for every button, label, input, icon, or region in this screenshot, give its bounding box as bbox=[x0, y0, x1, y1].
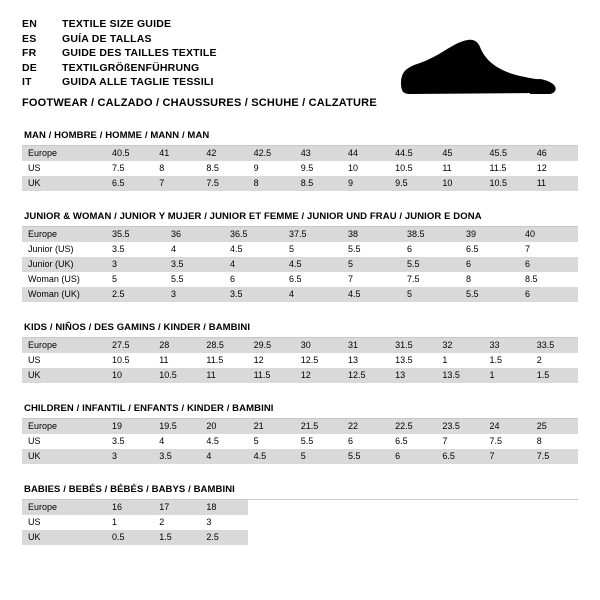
cell: 4.5 bbox=[342, 287, 401, 302]
table-row bbox=[22, 227, 578, 242]
language-row bbox=[22, 33, 217, 48]
cell-empty bbox=[389, 530, 436, 545]
row-label: UK bbox=[22, 368, 106, 383]
language-code: ES bbox=[22, 32, 37, 45]
cell: 8.5 bbox=[519, 272, 578, 287]
cell-empty bbox=[484, 515, 531, 530]
table-row bbox=[22, 257, 578, 272]
cell: 38.5 bbox=[401, 227, 460, 242]
cell: 12 bbox=[295, 368, 342, 383]
category-heading: FOOTWEAR / CALZADO / CHAUSSURES / SCHUHE / CALZATURE bbox=[22, 96, 377, 109]
cell: 12.5 bbox=[295, 353, 342, 368]
language-code: DE bbox=[22, 61, 37, 74]
cell: 13.5 bbox=[389, 353, 436, 368]
cell-empty bbox=[389, 500, 436, 515]
cell: 25 bbox=[531, 419, 578, 434]
cell: 0.5 bbox=[106, 530, 153, 545]
language-titles-table bbox=[22, 18, 217, 91]
cell: 35.5 bbox=[106, 227, 165, 242]
section-kids bbox=[22, 322, 578, 383]
cell: 8 bbox=[153, 161, 200, 176]
size-table-kids bbox=[22, 338, 578, 383]
cell: 13 bbox=[342, 353, 389, 368]
cell: 7 bbox=[519, 242, 578, 257]
cell: 5.5 bbox=[342, 242, 401, 257]
cell: 36 bbox=[165, 227, 224, 242]
cell: 21.5 bbox=[295, 419, 342, 434]
cell: 10 bbox=[106, 368, 153, 383]
cell: 5.5 bbox=[401, 257, 460, 272]
cell-empty bbox=[531, 500, 578, 515]
cell: 7.5 bbox=[531, 449, 578, 464]
table-row bbox=[22, 272, 578, 287]
cell: 9 bbox=[248, 161, 295, 176]
cell: 6 bbox=[401, 242, 460, 257]
language-row bbox=[22, 62, 217, 77]
cell: 42.5 bbox=[248, 146, 295, 161]
cell: 7.5 bbox=[484, 434, 531, 449]
cell: 19 bbox=[106, 419, 153, 434]
cell: 1.5 bbox=[531, 368, 578, 383]
row-label: Europe bbox=[22, 500, 106, 515]
cell: 6 bbox=[519, 287, 578, 302]
cell: 4 bbox=[153, 434, 200, 449]
row-label: US bbox=[22, 353, 106, 368]
cell: 1.5 bbox=[153, 530, 200, 545]
cell: 22 bbox=[342, 419, 389, 434]
cell: 2 bbox=[531, 353, 578, 368]
cell-empty bbox=[342, 530, 389, 545]
cell: 32 bbox=[436, 338, 483, 353]
row-label: UK bbox=[22, 530, 106, 545]
cell: 11 bbox=[531, 176, 578, 191]
cell: 31 bbox=[342, 338, 389, 353]
cell: 3.5 bbox=[224, 287, 283, 302]
cell-empty bbox=[248, 500, 295, 515]
cell: 7.5 bbox=[200, 176, 247, 191]
row-label: Junior (US) bbox=[22, 242, 106, 257]
cell: 41 bbox=[153, 146, 200, 161]
section-junior-woman bbox=[22, 211, 578, 302]
cell: 9 bbox=[342, 176, 389, 191]
cell: 8 bbox=[460, 272, 519, 287]
cell: 7.5 bbox=[106, 161, 153, 176]
row-label: US bbox=[22, 515, 106, 530]
cell-empty bbox=[484, 500, 531, 515]
cell: 7.5 bbox=[401, 272, 460, 287]
row-label: UK bbox=[22, 176, 106, 191]
cell: 12 bbox=[248, 353, 295, 368]
cell: 1 bbox=[436, 353, 483, 368]
table-row bbox=[22, 146, 578, 161]
cell: 4 bbox=[165, 242, 224, 257]
cell: 5.5 bbox=[165, 272, 224, 287]
cell: 40 bbox=[519, 227, 578, 242]
cell: 4.5 bbox=[248, 449, 295, 464]
cell: 8 bbox=[531, 434, 578, 449]
cell: 7 bbox=[342, 272, 401, 287]
row-label: Woman (US) bbox=[22, 272, 106, 287]
document-header bbox=[22, 18, 578, 110]
cell-empty bbox=[436, 515, 483, 530]
cell: 5 bbox=[401, 287, 460, 302]
cell: 23.5 bbox=[436, 419, 483, 434]
table-row bbox=[22, 434, 578, 449]
language-row bbox=[22, 76, 217, 91]
cell: 7 bbox=[484, 449, 531, 464]
section-title: CHILDREN / INFANTIL / ENFANTS / KINDER / BAMBINI bbox=[24, 403, 274, 414]
language-title: GUIDA ALLE TAGLIE TESSILI bbox=[62, 76, 214, 88]
cell: 18 bbox=[200, 500, 247, 515]
language-title: TEXTILE SIZE GUIDE bbox=[62, 18, 172, 30]
cell: 3 bbox=[165, 287, 224, 302]
table-row bbox=[22, 287, 578, 302]
cell: 5.5 bbox=[295, 434, 342, 449]
cell: 33 bbox=[484, 338, 531, 353]
cell: 1 bbox=[484, 368, 531, 383]
cell-empty bbox=[342, 500, 389, 515]
cell: 6.5 bbox=[106, 176, 153, 191]
table-row bbox=[22, 338, 578, 353]
cell: 19.5 bbox=[153, 419, 200, 434]
cell: 3 bbox=[106, 257, 165, 272]
cell: 8.5 bbox=[200, 161, 247, 176]
cell-empty bbox=[295, 500, 342, 515]
cell: 44.5 bbox=[389, 146, 436, 161]
cell: 10.5 bbox=[106, 353, 153, 368]
cell: 6 bbox=[342, 434, 389, 449]
cell: 11 bbox=[200, 368, 247, 383]
cell: 7 bbox=[436, 434, 483, 449]
cell: 6 bbox=[389, 449, 436, 464]
cell: 43 bbox=[295, 146, 342, 161]
cell: 42 bbox=[200, 146, 247, 161]
table-row bbox=[22, 368, 578, 383]
cell-empty bbox=[295, 515, 342, 530]
table-row bbox=[22, 242, 578, 257]
cell: 3.5 bbox=[153, 449, 200, 464]
language-row bbox=[22, 18, 217, 33]
cell: 13.5 bbox=[436, 368, 483, 383]
cell: 6.5 bbox=[283, 272, 342, 287]
cell: 6.5 bbox=[436, 449, 483, 464]
row-label: US bbox=[22, 434, 106, 449]
cell: 44 bbox=[342, 146, 389, 161]
cell: 10.5 bbox=[153, 368, 200, 383]
cell: 3 bbox=[106, 449, 153, 464]
row-label: Junior (UK) bbox=[22, 257, 106, 272]
cell: 4 bbox=[224, 257, 283, 272]
cell: 17 bbox=[153, 500, 200, 515]
language-row bbox=[22, 47, 217, 62]
cell: 21 bbox=[248, 419, 295, 434]
table-row bbox=[22, 449, 578, 464]
cell: 3 bbox=[200, 515, 247, 530]
table-row bbox=[22, 176, 578, 191]
cell: 3.5 bbox=[165, 257, 224, 272]
section-title: BABIES / BEBÉS / BÉBÉS / BABYS / BAMBINI bbox=[24, 484, 235, 495]
cell: 38 bbox=[342, 227, 401, 242]
cell: 24 bbox=[484, 419, 531, 434]
cell: 12.5 bbox=[342, 368, 389, 383]
cell: 11.5 bbox=[200, 353, 247, 368]
cell: 1 bbox=[106, 515, 153, 530]
cell: 6 bbox=[224, 272, 283, 287]
cell: 11.5 bbox=[484, 161, 531, 176]
cell: 12 bbox=[531, 161, 578, 176]
row-label: UK bbox=[22, 449, 106, 464]
cell: 36.5 bbox=[224, 227, 283, 242]
cell-empty bbox=[342, 515, 389, 530]
table-row bbox=[22, 353, 578, 368]
cell: 1.5 bbox=[484, 353, 531, 368]
language-title: TEXTILGRÖßENFÜHRUNG bbox=[62, 61, 200, 74]
cell: 6 bbox=[519, 257, 578, 272]
cell: 30 bbox=[295, 338, 342, 353]
cell: 16 bbox=[106, 500, 153, 515]
cell: 5 bbox=[283, 242, 342, 257]
dress-shoe-icon bbox=[390, 32, 560, 102]
cell-empty bbox=[248, 530, 295, 545]
cell: 11.5 bbox=[248, 368, 295, 383]
cell: 9.5 bbox=[295, 161, 342, 176]
cell: 39 bbox=[460, 227, 519, 242]
language-code: FR bbox=[22, 47, 37, 59]
cell: 37.5 bbox=[283, 227, 342, 242]
cell: 2 bbox=[153, 515, 200, 530]
size-table-children bbox=[22, 419, 578, 464]
cell-empty bbox=[531, 515, 578, 530]
cell: 3.5 bbox=[106, 242, 165, 257]
cell: 27.5 bbox=[106, 338, 153, 353]
size-table-babies bbox=[22, 500, 578, 545]
language-title: GUÍA DE TALLAS bbox=[62, 32, 152, 45]
cell: 22.5 bbox=[389, 419, 436, 434]
cell: 8.5 bbox=[295, 176, 342, 191]
row-label: US bbox=[22, 161, 106, 176]
cell: 5.5 bbox=[460, 287, 519, 302]
cell: 3.5 bbox=[106, 434, 153, 449]
section-title: MAN / HOMBRE / HOMME / MANN / MAN bbox=[24, 130, 210, 141]
size-table-man bbox=[22, 146, 578, 191]
cell: 10 bbox=[342, 161, 389, 176]
cell: 2.5 bbox=[200, 530, 247, 545]
cell-empty bbox=[436, 500, 483, 515]
cell: 4 bbox=[283, 287, 342, 302]
cell: 4.5 bbox=[200, 434, 247, 449]
row-label: Europe bbox=[22, 419, 106, 434]
section-children bbox=[22, 403, 578, 464]
cell: 10 bbox=[436, 176, 483, 191]
cell: 5 bbox=[342, 257, 401, 272]
section-babies bbox=[22, 484, 578, 545]
cell: 6.5 bbox=[460, 242, 519, 257]
cell: 2.5 bbox=[106, 287, 165, 302]
table-row bbox=[22, 515, 578, 530]
cell: 6 bbox=[460, 257, 519, 272]
cell: 4 bbox=[200, 449, 247, 464]
language-code: IT bbox=[22, 76, 32, 88]
row-label: Europe bbox=[22, 146, 106, 161]
cell-empty bbox=[436, 530, 483, 545]
cell: 46 bbox=[531, 146, 578, 161]
cell: 8 bbox=[248, 176, 295, 191]
row-label: Europe bbox=[22, 338, 106, 353]
table-row bbox=[22, 500, 578, 515]
cell: 28 bbox=[153, 338, 200, 353]
cell-empty bbox=[531, 530, 578, 545]
table-row bbox=[22, 419, 578, 434]
cell: 4.5 bbox=[224, 242, 283, 257]
section-title: JUNIOR & WOMAN / JUNIOR Y MUJER / JUNIOR ET FEMME / JUNIOR UND FRAU / JUNIOR E DONA bbox=[24, 211, 482, 222]
cell: 11 bbox=[153, 353, 200, 368]
cell: 40.5 bbox=[106, 146, 153, 161]
cell: 5 bbox=[295, 449, 342, 464]
language-title: GUIDE DES TAILLES TEXTILE bbox=[62, 47, 217, 59]
cell: 45.5 bbox=[484, 146, 531, 161]
cell: 11 bbox=[436, 161, 483, 176]
size-table-junior-woman bbox=[22, 227, 578, 302]
cell: 20 bbox=[200, 419, 247, 434]
cell: 4.5 bbox=[283, 257, 342, 272]
section-title: KIDS / NIÑOS / DES GAMINS / KINDER / BAMBINI bbox=[24, 322, 251, 333]
cell: 28.5 bbox=[200, 338, 247, 353]
section-man bbox=[22, 130, 578, 191]
row-label: Europe bbox=[22, 227, 106, 242]
cell-empty bbox=[389, 515, 436, 530]
cell: 5 bbox=[106, 272, 165, 287]
cell-empty bbox=[248, 515, 295, 530]
cell: 10.5 bbox=[389, 161, 436, 176]
cell: 5.5 bbox=[342, 449, 389, 464]
language-code: EN bbox=[22, 18, 37, 30]
cell-empty bbox=[295, 530, 342, 545]
row-label: Woman (UK) bbox=[22, 287, 106, 302]
table-row bbox=[22, 161, 578, 176]
table-row bbox=[22, 530, 578, 545]
cell: 5 bbox=[248, 434, 295, 449]
cell: 9.5 bbox=[389, 176, 436, 191]
cell-empty bbox=[484, 530, 531, 545]
cell: 10.5 bbox=[484, 176, 531, 191]
cell: 33.5 bbox=[531, 338, 578, 353]
cell: 7 bbox=[153, 176, 200, 191]
cell: 29.5 bbox=[248, 338, 295, 353]
cell: 13 bbox=[389, 368, 436, 383]
cell: 6.5 bbox=[389, 434, 436, 449]
cell: 31.5 bbox=[389, 338, 436, 353]
cell: 45 bbox=[436, 146, 483, 161]
